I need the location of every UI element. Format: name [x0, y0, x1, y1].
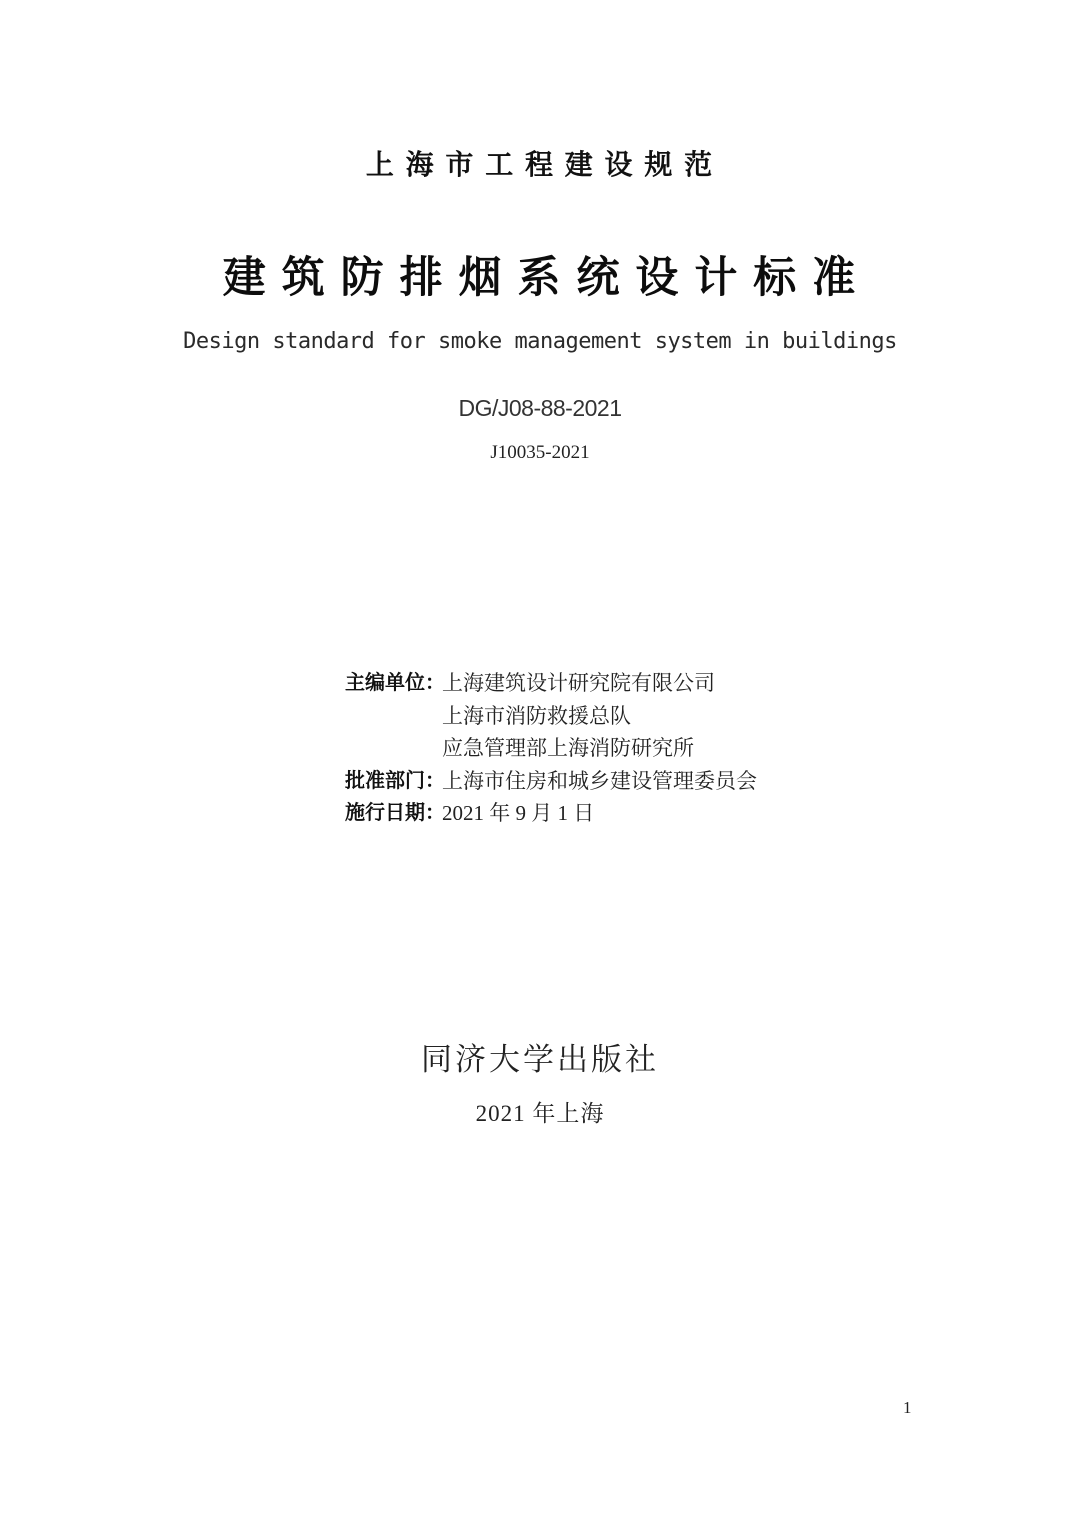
effective-date-value: 2021 年 9 月 1 日	[442, 801, 595, 825]
empty-label-spacer	[345, 700, 442, 733]
standard-code: DG/J08-88-2021	[458, 395, 622, 421]
chief-editor-row	[345, 667, 757, 700]
effective-date-label: 施行日期：	[345, 802, 445, 824]
record-number: J10035-2021	[490, 442, 590, 463]
document-title: 建 筑 防 排 烟 系 统 设 计 标 准	[222, 254, 858, 302]
publisher-name: 同济大学出版社	[421, 1042, 659, 1077]
chief-editor-row-continuation	[345, 700, 757, 733]
page-number: 1	[903, 1398, 912, 1417]
chief-editor-label: 主编单位：	[345, 672, 445, 694]
standard-category-title: 上 海 市 工 程 建 设 规 范	[365, 149, 715, 180]
chief-editor-row-continuation	[345, 732, 757, 765]
empty-label-spacer	[345, 732, 442, 765]
approval-department-value: 上海市住房和城乡建设管理委员会	[442, 768, 757, 793]
effective-date-row	[345, 797, 757, 830]
publication-info	[345, 667, 757, 830]
chief-editor-org-3: 应急管理部上海消防研究所	[442, 736, 694, 760]
approval-department-row	[345, 765, 757, 798]
chief-editor-org-2: 上海市消防救援总队	[442, 703, 631, 728]
chief-editor-org-1: 上海建筑设计研究院有限公司	[442, 671, 715, 695]
document-title-english: Design standard for smoke management system in buildings	[183, 329, 897, 354]
publish-place-year: 2021 年上海	[475, 1101, 605, 1126]
approval-department-label: 批准部门：	[345, 769, 445, 792]
